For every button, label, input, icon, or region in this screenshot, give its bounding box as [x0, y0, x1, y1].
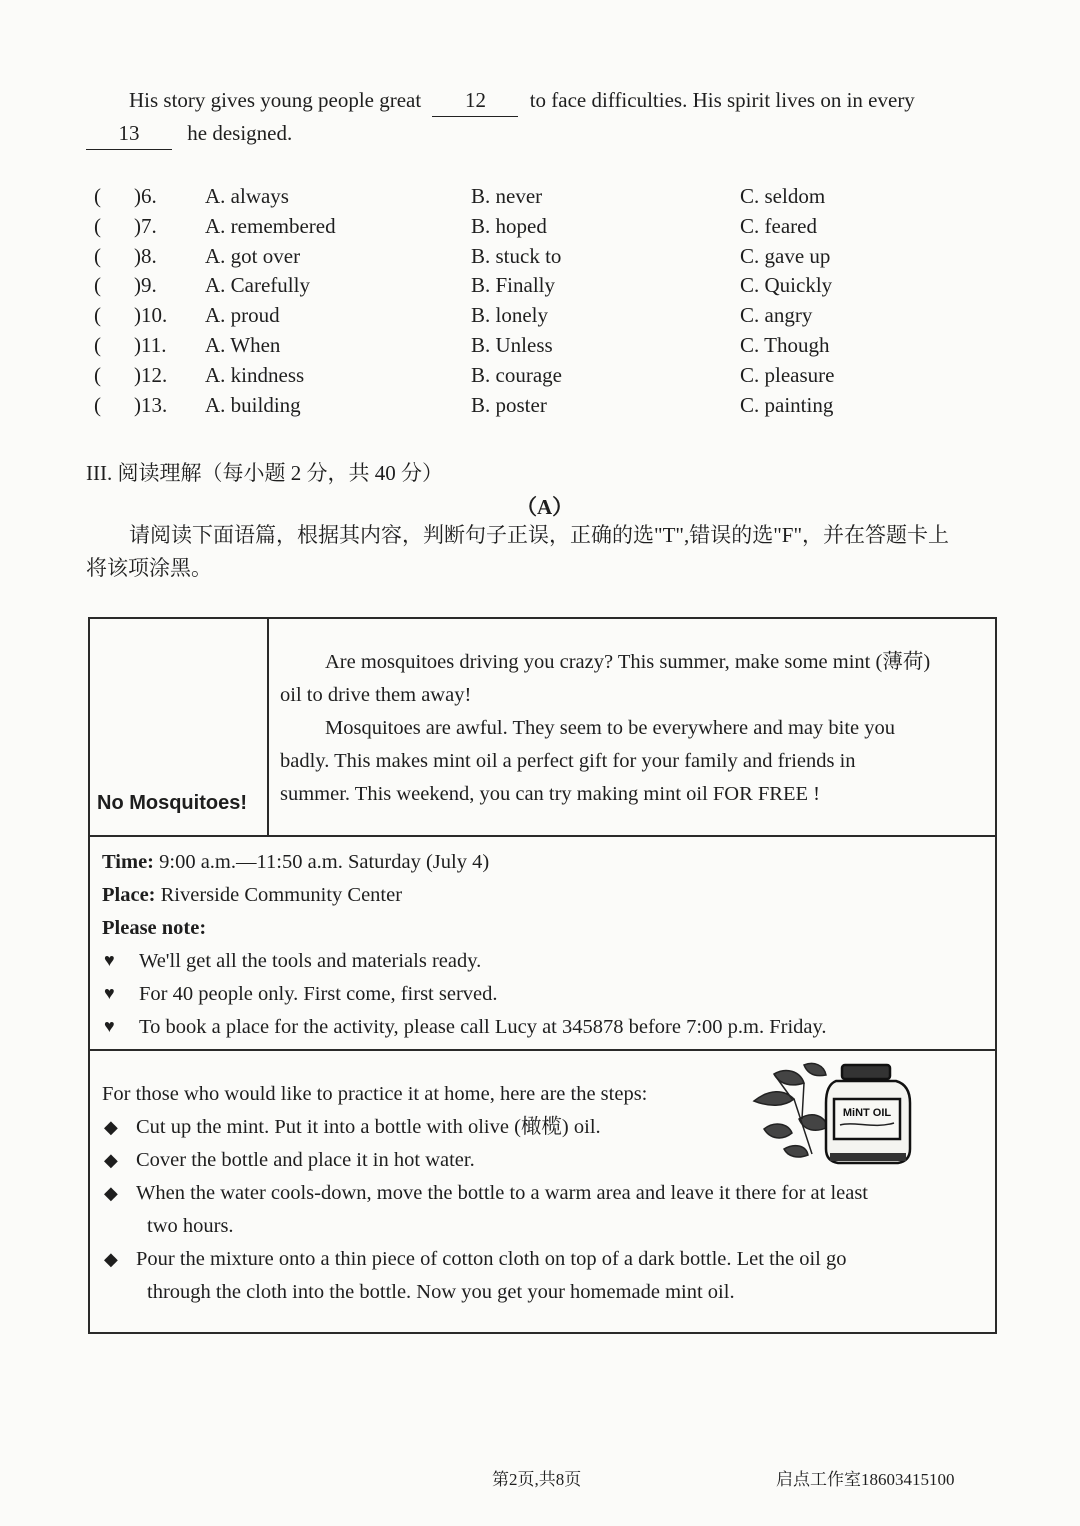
question-number: )7.	[134, 214, 157, 238]
step-3-cont: two hours.	[147, 1215, 234, 1237]
option-c: C. feared	[740, 214, 817, 238]
heart-icon: ♥	[104, 983, 115, 1003]
answer-paren: (	[94, 214, 101, 238]
question-number: )11.	[134, 333, 167, 357]
option-a: A. proud	[205, 303, 280, 327]
intro-line-1: Are mosquitoes driving you crazy? This summer, make some mint (薄荷)	[325, 651, 931, 673]
note-2: For 40 people only. First come, first served.	[139, 983, 498, 1005]
answer-paren: (	[94, 303, 101, 327]
answer-paren: (	[94, 393, 101, 417]
option-c: C. angry	[740, 303, 813, 327]
option-a: A. Carefully	[205, 273, 310, 297]
step-4: Pour the mixture onto a thin piece of cotton cloth on top of a dark bottle. Let the oil go	[136, 1248, 847, 1270]
mint-oil-illustration	[744, 1059, 914, 1169]
passage-line-2: 13 he designed.	[86, 117, 986, 150]
step-4-cont: through the cloth into the bottle. Now you get your homemade mint oil.	[147, 1281, 735, 1303]
blank-12: 12	[432, 84, 518, 117]
intro-line-4: badly. This makes mint oil a perfect gift for your family and friends in	[280, 750, 856, 772]
divider-1	[90, 835, 995, 837]
instruction-line-1: 请阅读下面语篇，根据其内容，判断句子正误，正确的选"T",错误的选"F"，并在答题卡上	[129, 523, 950, 547]
option-b: B. lonely	[471, 303, 548, 327]
question-number: )6.	[134, 184, 157, 208]
answer-paren: (	[94, 184, 101, 208]
note-1: We'll get all the tools and materials ready.	[139, 950, 482, 972]
steps-intro: For those who would like to practice it at home, here are the steps:	[102, 1083, 648, 1105]
divider-2	[90, 1049, 995, 1051]
question-number: )13.	[134, 393, 168, 417]
diamond-icon: ◆	[104, 1249, 118, 1269]
intro-line-2: oil to drive them away!	[280, 684, 472, 706]
option-row	[0, 393, 1080, 423]
note-label: Please note:	[102, 917, 207, 939]
option-a: A. always	[205, 184, 289, 208]
diamond-icon: ◆	[104, 1183, 118, 1203]
answer-paren: (	[94, 273, 101, 297]
page-number: 第2页,共8页	[492, 1470, 582, 1489]
option-b: B. Finally	[471, 273, 556, 297]
option-row	[0, 244, 1080, 274]
option-c: C. seldom	[740, 184, 826, 208]
passage-line-1: His story gives young people great 12 to face difficulties. His spirit lives on in every	[129, 84, 1029, 117]
option-a: A. When	[205, 333, 281, 357]
step-2: Cover the bottle and place it in hot water.	[136, 1149, 475, 1171]
time-line: Time: 9:00 a.m.—11:50 a.m. Saturday (July 4)	[102, 851, 490, 873]
diamond-icon: ◆	[104, 1117, 118, 1137]
option-b: B. never	[471, 184, 543, 208]
intro-line-5: summer. This weekend, you can try making mint oil FOR FREE !	[280, 783, 820, 805]
question-number: )10.	[134, 303, 168, 327]
answer-paren: (	[94, 363, 101, 387]
option-row	[0, 333, 1080, 363]
option-c: C. pleasure	[740, 363, 835, 387]
bottle-label: MiNT OIL	[842, 1107, 892, 1119]
option-b: B. poster	[471, 393, 547, 417]
section-title: III. 阅读理解（每小题 2 分，共 40 分）	[86, 461, 443, 485]
question-number: )8.	[134, 244, 157, 268]
option-c: C. Though	[740, 333, 830, 357]
intro-line-3: Mosquitoes are awful. They seem to be everywhere and may bite you	[325, 717, 896, 739]
option-b: B. courage	[471, 363, 562, 387]
question-number: )12.	[134, 363, 168, 387]
option-a: A. got over	[205, 244, 301, 268]
heart-icon: ♥	[104, 1016, 115, 1036]
heart-icon: ♥	[104, 950, 115, 970]
option-c: C. Quickly	[740, 273, 833, 297]
ad-box	[88, 617, 997, 1334]
place-line: Place: Riverside Community Center	[102, 884, 403, 906]
option-a: A. building	[205, 393, 301, 417]
option-b: B. hoped	[471, 214, 547, 238]
answer-paren: (	[94, 333, 101, 357]
option-row	[0, 273, 1080, 303]
option-b: B. stuck to	[471, 244, 562, 268]
option-a: A. remembered	[205, 214, 336, 238]
option-row	[0, 363, 1080, 393]
ad-heading: No Mosquitoes!	[97, 792, 247, 814]
part-label: （A）	[516, 495, 574, 519]
option-row	[0, 303, 1080, 333]
option-c: C. gave up	[740, 244, 831, 268]
question-number: )9.	[134, 273, 157, 297]
heading-divider	[267, 619, 269, 835]
option-row	[0, 214, 1080, 244]
option-a: A. kindness	[205, 363, 305, 387]
step-3: When the water cools-down, move the bottle to a warm area and leave it there for at least	[136, 1182, 869, 1204]
instruction-line-2: 将该项涂黑。	[86, 556, 212, 580]
answer-paren: (	[94, 244, 101, 268]
note-3: To book a place for the activity, please call Lucy at 345878 before 7:00 p.m. Friday.	[139, 1016, 827, 1038]
studio-contact: 启点工作室18603415100	[776, 1470, 955, 1489]
option-c: C. painting	[740, 393, 834, 417]
option-row	[0, 184, 1080, 214]
diamond-icon: ◆	[104, 1150, 118, 1170]
step-1: Cut up the mint. Put it into a bottle with olive (橄榄) oil.	[136, 1116, 601, 1138]
option-b: B. Unless	[471, 333, 553, 357]
blank-13: 13	[86, 117, 172, 150]
